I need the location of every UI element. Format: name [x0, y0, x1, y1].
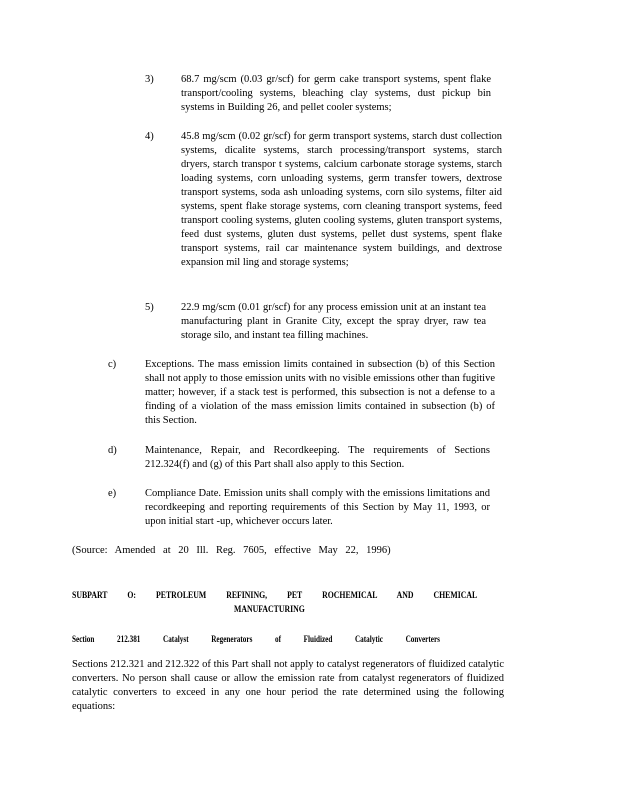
subsection-number: c) — [108, 359, 117, 370]
item-number: 3) — [145, 74, 154, 85]
body-paragraph: Sections 212.321 and 212.322 of this Part shall not apply to catalyst regenerators of fluidized catalytic converters. No person shall cause or allow the emission rate from catalyst regenerators of fluidized catalytic converters to exceed in any one hour period the rate determined using the following equations: — [72, 659, 504, 712]
item-text: 68.7 mg/scm (0.03 gr/scf) for germ cake transport systems, spent flake transport/cooling systems, bleaching clay systems, dust pickup bin systems in Building 26, and pellet cooler systems; — [181, 74, 491, 113]
item-text: 22.9 mg/scm (0.01 gr/scf) for any process emission unit at an instant tea manufacturing plant in Granite City, except the spray dryer, raw tea storage silo, and instant tea filling machines. — [181, 302, 486, 341]
subsection-number: d) — [108, 445, 117, 456]
section-heading: Section 212.381 Catalyst Regenerators of Fluidized Catalytic Converters — [72, 634, 440, 644]
subsection-number: e) — [108, 488, 117, 499]
subpart-heading: SUBPART O: PETROLEUM REFINING, PET ROCHEMICAL AND CHEMICAL — [72, 591, 478, 601]
subsection-text: Compliance Date. Emission units shall comply with the emissions limitations and recordkeeping and reporting requirements of this Section by May 11, 1993, or upon initial start -up, whichever occurs later. — [145, 488, 490, 527]
subsection-text: Maintenance, Repair, and Recordkeeping. The requirements of Sections 212.324(f) and (g) of this Part shall also apply to this Section. — [145, 445, 490, 470]
subsection-text: Exceptions. The mass emission limits contained in subsection (b) of this Section shall not apply to those emission units with no visible emissions other than fugitive matter; however, if a stack test is performed, this subsection is not a defense to a finding of a violation of the mass emission limits contained in subsection (b) of this Section. — [145, 359, 495, 426]
source-note: (Source: Amended at 20 Ill. Reg. 7605, effective May 22, 1996) — [72, 545, 391, 556]
item-number: 5) — [145, 302, 154, 313]
item-number: 4) — [145, 131, 154, 142]
item-text: 45.8 mg/scm (0.02 gr/scf) for germ transport systems, starch dust collection systems, dicalite systems, starch processing/transport systems, starch dryers, starch transpor t systems, calcium carbonate storage systems, starch loading systems, corn unloading systems, germ transfer towers, dextrose transport systems, soda ash unloading systems, corn silo systems, filter aid systems, spent flake storage systems, corn cleaning transport systems, feed transport cooling systems, gluten cooling systems, gluten transport systems, feed dust systems, gluten dust systems, pellet dust systems, spent flake transport systems, rail car maintenance system buildings, and dextrose expansion mil ling and storage systems; — [181, 131, 502, 268]
subpart-heading-continued: MANUFACTURING — [234, 605, 305, 615]
